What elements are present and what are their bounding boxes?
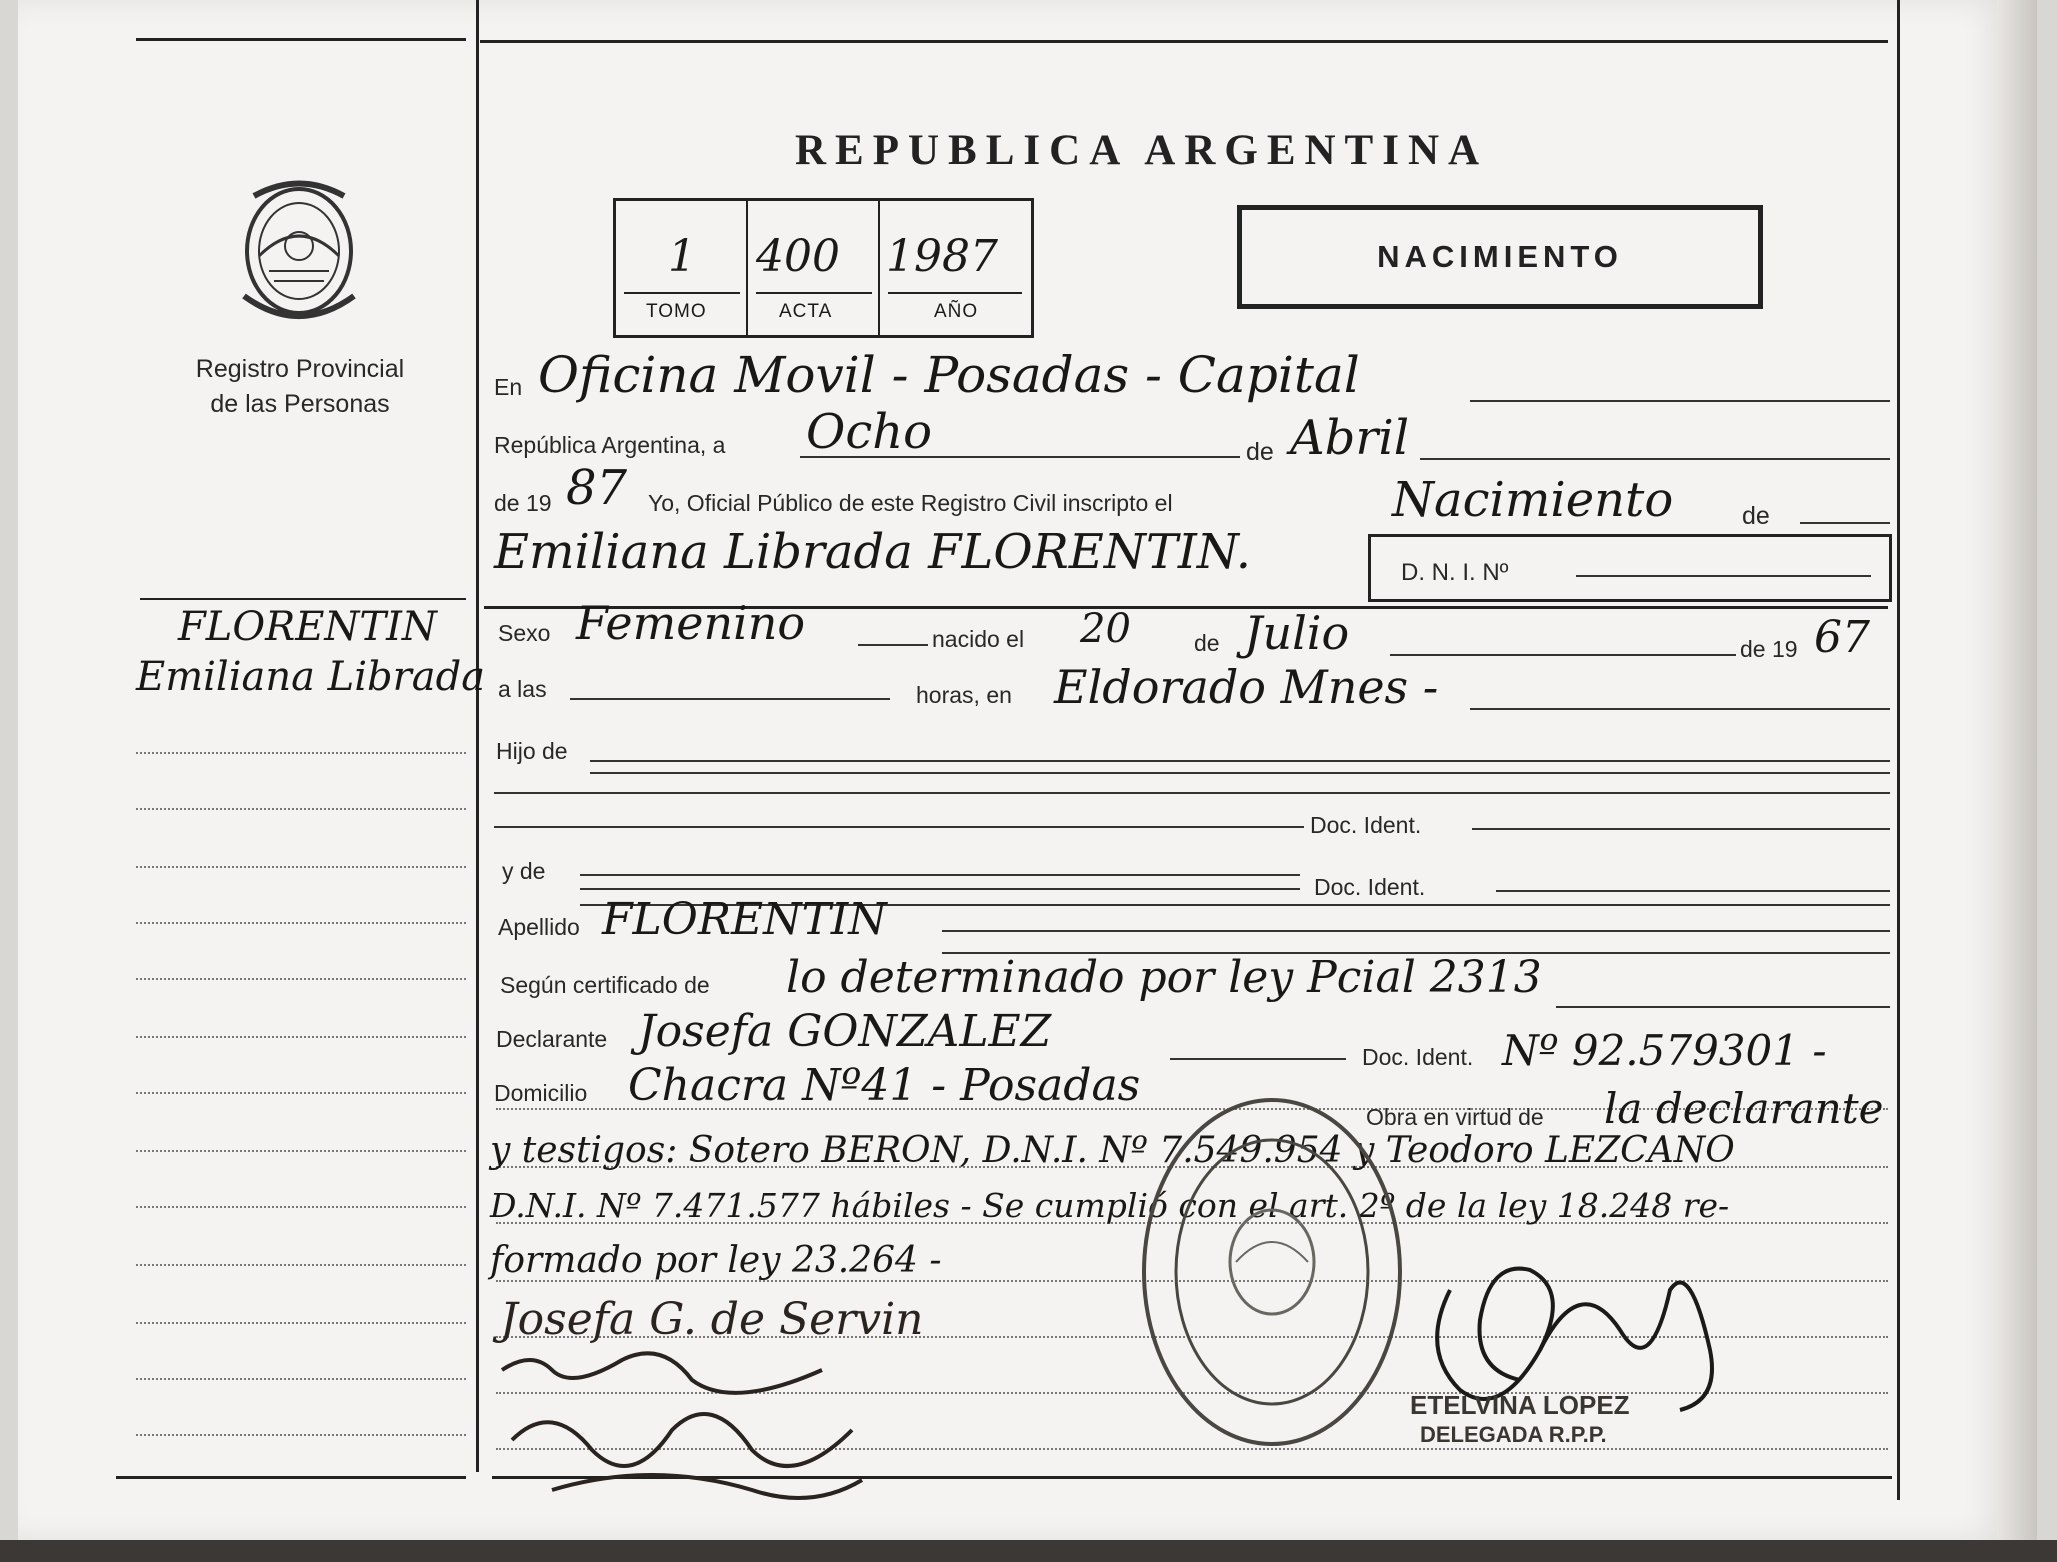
margin-dotline xyxy=(136,1264,466,1266)
margin-dotline xyxy=(136,978,466,980)
margin-dotline xyxy=(136,922,466,924)
year-value: 87 xyxy=(566,460,628,516)
body-line2: D.N.I. Nº 7.471.577 hábiles - Se cumplió con el art. 2º de la ley 18.248 re- xyxy=(490,1186,1730,1225)
margin-rule xyxy=(140,598,466,600)
hijo-rule-3 xyxy=(494,792,1890,794)
hijo-rule xyxy=(590,760,1890,762)
doc2-rule xyxy=(1496,890,1890,892)
nacido-year: 67 xyxy=(1814,612,1870,663)
declarante-value: Josefa GONZALEZ xyxy=(638,1006,1052,1057)
event-rule xyxy=(1800,522,1890,524)
registry-line1: Registro Provincial xyxy=(195,355,405,383)
horas-label: horas, en xyxy=(916,682,1012,708)
body-line1: y testigos: Sotero BERON, D.N.I. Nº 7.549.954 y Teodoro LEZCANO xyxy=(490,1130,1735,1171)
witness-signature-icon xyxy=(492,1340,872,1520)
day-rule xyxy=(800,456,1240,458)
y-de-label: y de xyxy=(502,858,546,884)
de-label: de xyxy=(1246,438,1274,466)
margin-surname: FLORENTIN xyxy=(178,604,437,650)
month-born-rule xyxy=(1390,654,1736,656)
lugar-rule xyxy=(1470,708,1890,710)
margin-dotline xyxy=(136,808,466,810)
declarante-rule xyxy=(1170,1058,1346,1060)
left-divider xyxy=(476,0,479,1472)
body-line3: formado por ley 23.264 - xyxy=(490,1240,942,1281)
margin-dotline xyxy=(136,1434,466,1436)
nacido-month: Julio xyxy=(1244,606,1350,660)
tomo-label: TOMO xyxy=(646,301,707,322)
y-de-rule-2 xyxy=(580,888,1300,890)
declarante-doc: Nº 92.579301 - xyxy=(1502,1026,1827,1075)
month-rule xyxy=(1420,458,1890,460)
dni-rule xyxy=(1576,575,1871,577)
doc1-rule xyxy=(1472,828,1890,830)
apellido-label: Apellido xyxy=(498,914,580,940)
left-top-rule xyxy=(136,38,466,41)
margin-dotline xyxy=(136,752,466,754)
nacido-de: de xyxy=(1194,630,1220,656)
sexo-label: Sexo xyxy=(498,620,551,646)
en-value: Oficina Movil - Posadas - Capital xyxy=(538,346,1360,404)
margin-dotline xyxy=(136,866,466,868)
sexo-value: Femenino xyxy=(576,596,806,650)
hijo-rule-2 xyxy=(590,772,1890,774)
de-label2: de xyxy=(1742,502,1770,530)
obra-label: Obra en virtud de xyxy=(1366,1104,1544,1130)
margin-dotline xyxy=(136,1206,466,1208)
segun-value: lo determinado por ley Pcial 2313 xyxy=(786,952,1542,1003)
en-rule xyxy=(1470,400,1890,402)
record-number-box xyxy=(613,198,1034,338)
domicilio-value: Chacra Nº41 - Posadas xyxy=(628,1060,1141,1111)
anio-value: 1987 xyxy=(886,231,998,282)
registry-line2: de las Personas xyxy=(210,390,390,418)
sexo-rule xyxy=(858,644,928,646)
provincial-seal-icon xyxy=(234,176,364,331)
domicilio-label: Domicilio xyxy=(494,1080,588,1106)
nacido-year-prefix: de 19 xyxy=(1740,636,1798,662)
margin-dotline xyxy=(136,1092,466,1094)
dni-label: D. N. I. Nº xyxy=(1401,559,1509,586)
page-title: REPUBLICA ARGENTINA xyxy=(795,127,1489,174)
a-las-label: a las xyxy=(498,676,547,702)
doc-ident-label1: Doc. Ident. xyxy=(1310,812,1422,838)
top-rule xyxy=(480,40,1888,43)
book-edge xyxy=(1997,0,2037,1540)
obra-value: la declarante xyxy=(1604,1084,1884,1133)
segun-label: Según certificado de xyxy=(500,972,710,998)
person-name: Emiliana Librada FLORENTIN. xyxy=(494,524,1252,580)
y-de-rule xyxy=(580,874,1300,876)
margin-given-names: Emiliana Librada xyxy=(136,654,486,700)
official-name: ETELVINA LOPEZ xyxy=(1410,1390,1630,1420)
apellido-rule xyxy=(942,930,1890,932)
apellido-value: FLORENTIN xyxy=(602,894,887,945)
registry-name xyxy=(170,352,430,422)
oficial-text: Yo, Oficial Público de este Registro Civil inscripto el xyxy=(648,490,1173,516)
republica-label: República Argentina, a xyxy=(494,432,726,458)
year-prefix: de 19 xyxy=(494,490,552,516)
tomo-value: 1 xyxy=(668,231,696,282)
certificate-type-box: NACIMIENTO xyxy=(1237,205,1763,309)
margin-dotline xyxy=(136,1378,466,1380)
signature-declarante: Josefa G. de Servin xyxy=(500,1294,924,1345)
nacido-label: nacido el xyxy=(932,626,1025,652)
left-bottom-rule xyxy=(116,1476,466,1479)
official-title: DELEGADA R.P.P. xyxy=(1420,1422,1607,1447)
en-label: En xyxy=(494,374,523,400)
margin-dotline xyxy=(136,1036,466,1038)
bottom-shadow xyxy=(0,1540,2057,1562)
parent1-rule xyxy=(494,826,1304,828)
month-value: Abril xyxy=(1290,410,1410,466)
day-value: Ocho xyxy=(806,404,933,460)
margin-dotline xyxy=(136,1150,466,1152)
declarante-label: Declarante xyxy=(496,1026,608,1052)
hijo-label: Hijo de xyxy=(496,738,568,764)
acta-label: ACTA xyxy=(779,301,833,322)
official-stamp-icon xyxy=(1136,1092,1408,1452)
nacido-day: 20 xyxy=(1080,606,1131,652)
doc-ident-label3: Doc. Ident. xyxy=(1362,1044,1474,1070)
a-las-rule xyxy=(570,698,890,700)
dni-box xyxy=(1368,534,1892,602)
right-border xyxy=(1897,0,1900,1500)
anio-label: AÑO xyxy=(934,301,979,322)
acta-value: 400 xyxy=(756,231,840,282)
segun-rule xyxy=(1556,1006,1890,1008)
doc-ident-label2: Doc. Ident. xyxy=(1314,874,1426,900)
event-value: Nacimiento xyxy=(1392,472,1674,528)
lugar-value: Eldorado Mnes - xyxy=(1054,660,1439,714)
margin-dotline xyxy=(136,1322,466,1324)
